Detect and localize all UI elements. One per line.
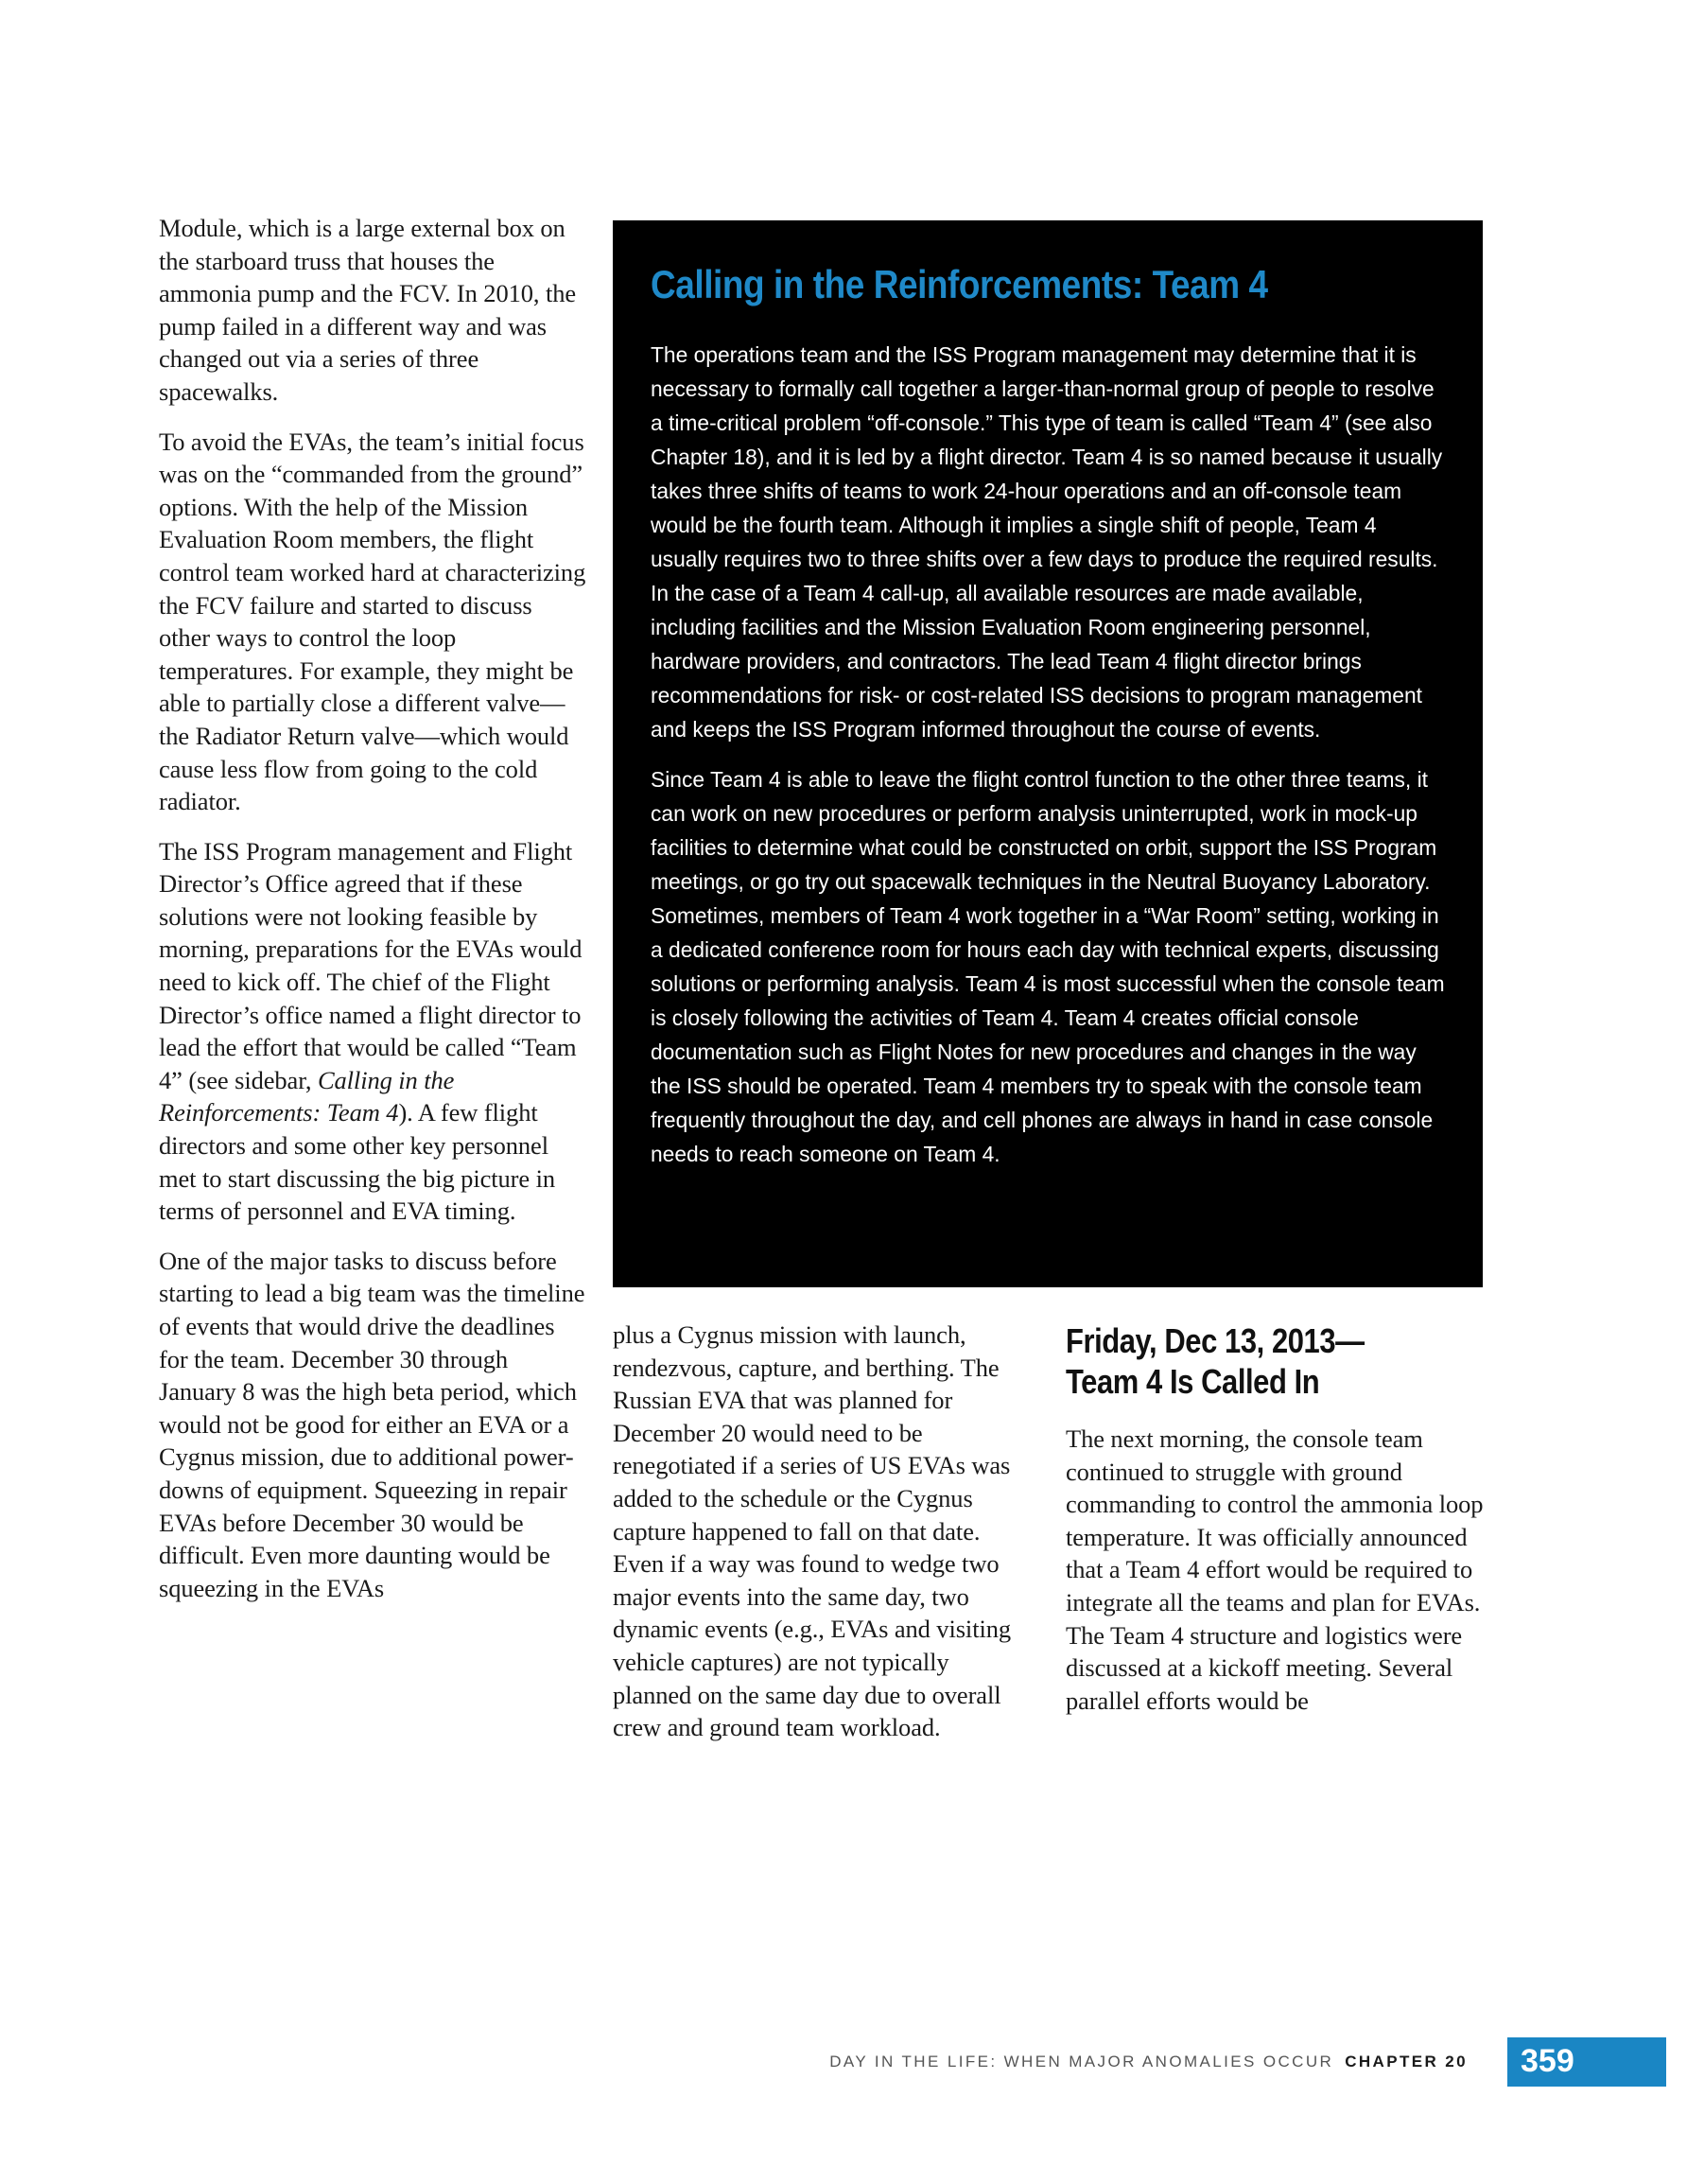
body-text: The ISS Program management and Flight Director’s Office agreed that if these solutions were not looking feasible by morning, preparations for the EVAs would need to kick off. The chief of the Flight Director’s office named a flight director to lead the effort that would be called “Team 4” (see sidebar, <box>159 836 583 1094</box>
chapter-label: CHAPTER 20 <box>1345 2053 1468 2070</box>
right-column <box>1066 1320 1501 1734</box>
section-heading-line: Friday, Dec 13, 2013— <box>1066 1321 1365 1360</box>
sidebar-paragraph: The operations team and the ISS Program management may determine that it is necessary to formally call together a larger-than-normal group of people to resolve a time-critical problem “off-console.” This type of team is called “Team 4” (see also Chapter 18), and it is led by a flight director. Team 4 is so named because it usually takes three shifts of teams to work 24-hour operations and an off-console team would be the fourth team. Although it implies a single shift of people, Team 4 usually requires two to three shifts over a few days to produce the required results. In the case of a Team 4 call-up, all available resources are made available, including facilities and the Mission Evaluation Room engineering personnel, hardware providers, and contractors. The lead Team 4 flight director brings recommendations for risk- or cost-related ISS decisions to program management and keeps the ISS Program informed throughout the course of events. <box>651 342 1443 742</box>
left-column <box>159 212 589 1621</box>
running-title: DAY IN THE LIFE: WHEN MAJOR ANOMALIES OCCUR <box>829 2053 1334 2070</box>
page-number: 359 <box>1521 2043 1574 2079</box>
body-paragraph: One of the major tasks to discuss before starting to lead a big team was the timeline of events that would drive the deadlines for the team. December 30 through January 8 was the high beta period, which would not be good for either an EVA or a Cygnus mission, due to additional power-downs of equipment. Squeezing in repair EVAs before December 30 would be difficult. Even more daunting would be squeezing in the EVAs <box>159 1246 585 1602</box>
body-paragraph: The next morning, the console team continued to struggle with ground commanding to control the ammonia loop temperature. It was officially announced that a Team 4 effort would be required to integrate all the teams and plan for EVAs. The Team 4 structure and logistics were discussed at a kickoff meeting. Several parallel efforts would be <box>1066 1424 1484 1715</box>
sidebar-title: Calling in the Reinforcements: Team 4 <box>651 262 1268 306</box>
body-text: ). A few flight directors and some other key personnel met to start discussing the big picture in terms of personnel and EVA timing. <box>159 1098 555 1226</box>
sidebar-paragraph: Since Team 4 is able to leave the flight control function to the other three teams, it can work on new procedures or perform analysis uninterrupted, work in mock-up facilities to determine what could be constructed on orbit, support the ISS Program meetings, or go try out spacewalk techniques in the Neutral Buoyancy Laboratory. Sometimes, members of Team 4 work together in a “War Room” setting, working in a dedicated conference room for hours each day with technical experts, discussing solutions or performing analysis. Team 4 is most successful when the console team is closely following the activities of Team 4. Team 4 creates official console documentation such as Flight Notes for new procedures and changes in the way the ISS should be operated. Team 4 members try to speak with the console team frequently throughout the day, and cell phones are always in hand in case console needs to reach someone on Team 4. <box>651 767 1445 1166</box>
running-footer <box>829 2053 1468 2071</box>
body-paragraph: To avoid the EVAs, the team’s initial focus was on the “commanded from the ground” options. With the help of the Mission Evaluation Room members, the flight control team worked hard at characterizing the FCV failure and started to discuss other ways to control the loop temperatures. For example, they might be able to partially close a different valve—the Radiator Return valve—which would cause less flow from going to the cold radiator. <box>159 427 586 816</box>
body-paragraph: Module, which is a large external box on the starboard truss that houses the ammonia pump and the FCV. In 2010, the pump failed in a different way and was changed out via a series of three spacewalks. <box>159 214 577 406</box>
body-paragraph <box>159 835 589 1228</box>
page-footer <box>0 2037 1687 2087</box>
sidebar-reference: Calling in the Reinforcements: Team 4 <box>159 1065 455 1127</box>
section-heading <box>1066 1320 1440 1402</box>
section-heading-line: Team 4 Is Called In <box>1066 1362 1320 1401</box>
sidebar-box <box>613 220 1483 1287</box>
body-paragraph: plus a Cygnus mission with launch, rendezvous, capture, and berthing. The Russian EVA that was planned for December 20 would need to be renegotiated if a series of US EVAs was added to the schedule or the Cygnus capture happened to fall on that date. Even if a way was found to wedge two major events into the same day, two dynamic events (e.g., EVAs and visiting vehicle captures) are not typically planned on the same day due to overall crew and ground team workload. <box>613 1320 1012 1742</box>
middle-column <box>613 1319 1019 1761</box>
page-number-box <box>1507 2037 1666 2087</box>
